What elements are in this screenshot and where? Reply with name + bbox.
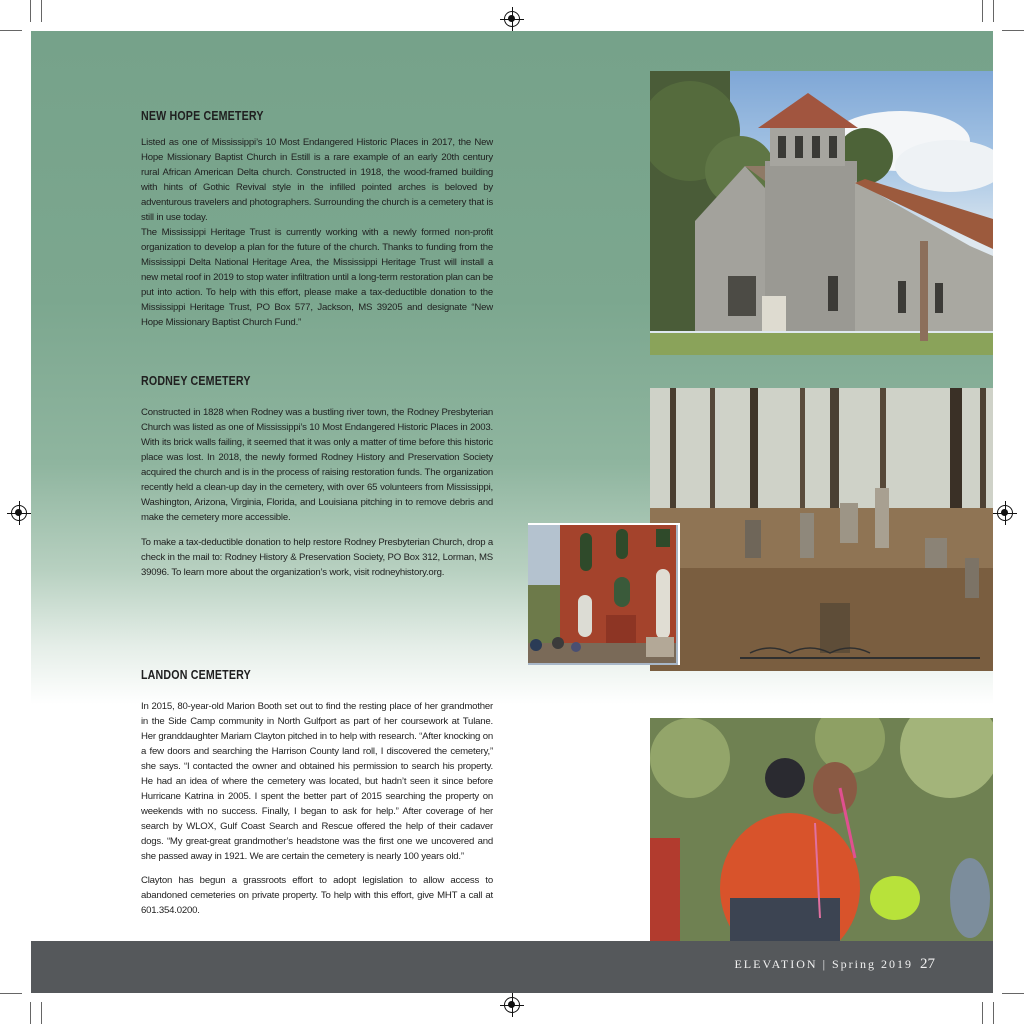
new-hope-paragraph-1: Listed as one of Mississippi’s 10 Most Endangered Historic Places in 2017, the New Hope Missionary Baptist Church in Estill is a rare example of an early 20th century rural African American Delta church. Constructed in 1918, the wood-framed building with hints of Gothic Revival style in the infilled pointed arches is beloved by adventurous travelers and photographers. Surrounding the church is a cemetery that is still in use today. [141, 137, 493, 223]
new-hope-paragraph-2: The Mississippi Heritage Trust is currently working with a newly formed non-profit organization to develop a plan for the future of the church. Thanks to funding from the Mississippi Delta National Heritage Area, the Mississippi Heritage Trust will install a new metal roof in 2019 to stop water infiltration until a long-term restoration plan can be put into action. To help with this effort, please make a tax-deductible donation to the Mississippi Heritage Trust, PO Box 577, Jackson, MS 39205 and designate “New Hope Missionary Baptist Church Fund.” [141, 227, 493, 328]
registration-mark-icon [997, 505, 1013, 521]
crop-mark [993, 0, 994, 22]
crop-mark [0, 30, 22, 31]
publication-name: ELEVATION [734, 957, 818, 971]
page-number: 27 [920, 956, 935, 972]
hug-illustration [650, 718, 993, 941]
folio [734, 956, 935, 973]
crop-mark [1002, 993, 1024, 994]
crop-mark [993, 1002, 994, 1024]
crop-mark [41, 1002, 42, 1024]
registration-mark-icon [504, 997, 520, 1013]
footer-band [31, 941, 993, 993]
landon-paragraph-2: Clayton has begun a grassroots effort to adopt legislation to allow access to abandoned cemeteries on private property. To help with this effort, give MHT a call at 601.354.0200. [141, 875, 493, 916]
section-title-rodney: RODNEY CEMETERY [141, 373, 251, 388]
crop-mark [982, 0, 983, 22]
landon-paragraph-1: In 2015, 80-year-old Marion Booth set out to find the resting place of her grandmother in the Side Camp community in North Gulfport as part of her coursework at Tulane. Her granddaughter Mariam Clayton pitched in to help with research. “After knocking on a few doors and searching the Harrison County land roll, I discovered the cemetery,” she says. “I contacted the owner and obtained his permission to search his property. He had an idea of where the cemetery was located, but hadn’t seen it since before Hurricane Katrina in 2005. I spent the better part of 2015 searching the property on weekends with no success. Finally, I began to ask for help.” After coverage of her search by WLOX, Gulf Coast Search and Rescue offered the help of their cadaver dogs. “My great-great grandmother’s headstone was the first one we uncovered and she passed away in 1921. We are certain the cemetery is nearly 100 years old.” [141, 701, 493, 862]
church-photo [650, 71, 993, 355]
crop-mark [1002, 30, 1024, 31]
rodney-paragraph-1: Constructed in 1828 when Rodney was a bustling river town, the Rodney Presbyterian Church was listed as one of Mississippi’s 10 Most Endangered Historic Places in 2003. With its brick walls failing, it seemed that it was only a matter of time before this historic place was lost. In 2018, the newly formed Rodney History and Preservation Society acquired the church and is in the process of raising restoration funds. The organization recently held a clean-up day in the cemetery, with over 65 volunteers from Mississippi, Washington, Arizona, Virginia, Florida, and Louisiana pitching in to remove debris and make the cemetery more accessible. [141, 407, 493, 523]
cemetery-photo [650, 388, 993, 671]
cemetery-illustration [650, 388, 993, 671]
registration-mark-icon [11, 505, 27, 521]
crop-mark [982, 1002, 983, 1024]
magazine-page [31, 31, 993, 993]
section-title-new-hope: NEW HOPE CEMETERY [141, 108, 264, 123]
brick-church-illustration [528, 525, 676, 663]
church-illustration [650, 71, 993, 355]
folio-separator: | [822, 957, 827, 971]
crop-mark [30, 0, 31, 22]
issue-date: Spring 2019 [831, 957, 913, 971]
brick-church-photo [528, 523, 680, 665]
rodney-paragraph-2: To make a tax-deductible donation to help restore Rodney Presbyterian Church, drop a check in the mail to: Rodney History & Preservation Society, PO Box 312, Lorman, MS 39096. To learn more about the organization’s work, visit rodneyhistory.org. [141, 537, 493, 578]
crop-mark [0, 993, 22, 994]
volunteers-hug-photo [650, 718, 993, 941]
registration-mark-icon [504, 11, 520, 27]
crop-mark [30, 1002, 31, 1024]
crop-mark [41, 0, 42, 22]
section-title-landon: LANDON CEMETERY [141, 667, 251, 682]
